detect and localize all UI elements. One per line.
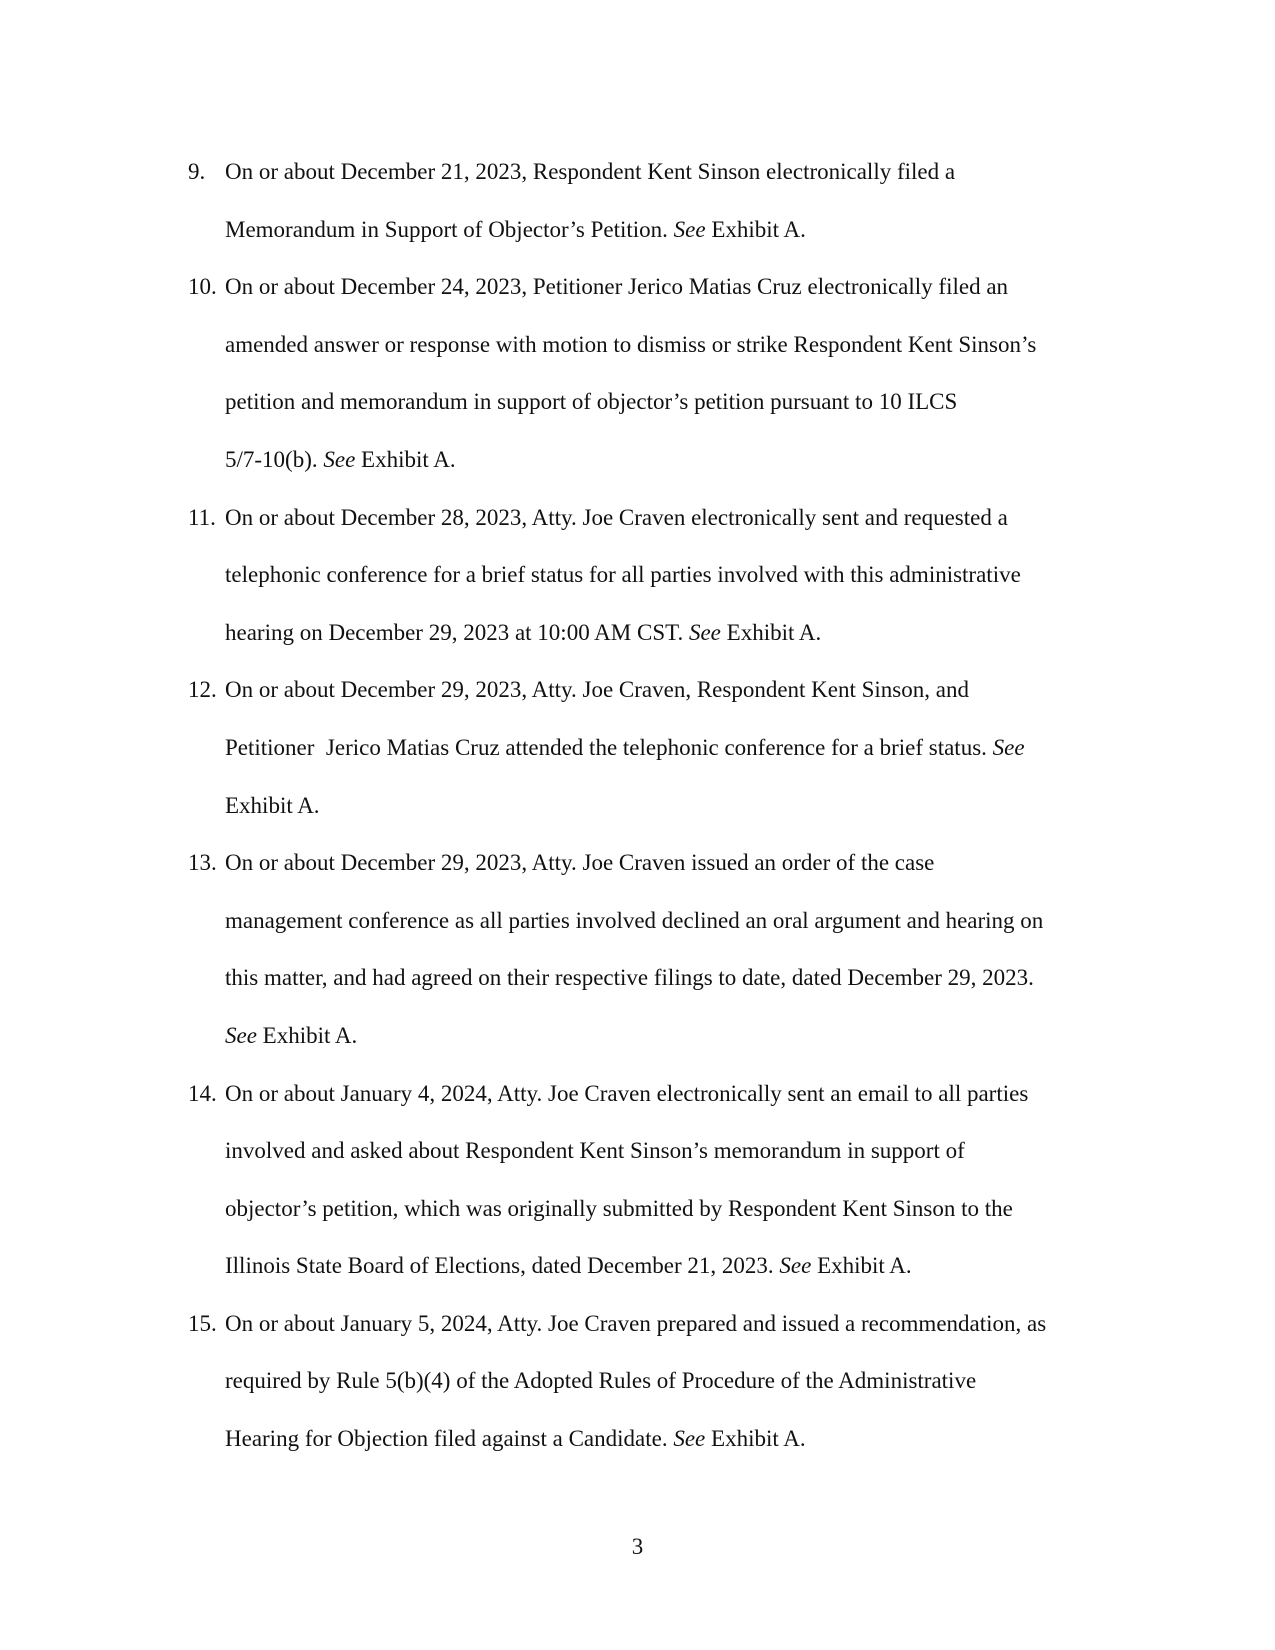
paragraph-line [225,431,1128,489]
paragraph-line [225,1180,1128,1238]
line-tail: Exhibit A. [705,216,806,242]
line-text: On or about December 24, 2023, Petitioner Jerico Matias Cruz electronically filed an [225,274,1009,300]
line-text: amended answer or response with motion to dismiss or strike Respondent Kent Sinson’s [225,331,1037,357]
line-text: this matter, and had agreed on their respective filings to date, dated December 29, 2023. [225,965,1034,991]
paragraph-number: 13. [188,850,217,876]
line-tail: Exhibit A. [355,446,456,472]
paragraph-number: 12. [188,677,217,703]
line-text: On or about December 28, 2023, Atty. Joe Craven electronically sent and requested a [225,504,1008,530]
see-signal: See [225,1022,257,1048]
see-signal: See [673,1426,706,1452]
see-signal: See [779,1253,812,1279]
line-text: petition and memorandum in support of objector’s petition pursuant to 10 ILCS [225,389,958,415]
paragraph-line [225,604,1128,662]
paragraph-line [225,777,1128,835]
paragraph-line [225,373,1128,431]
paragraph-line [225,661,1128,719]
see-signal: See [992,734,1025,760]
paragraph-line [225,1352,1128,1410]
paragraph-line [225,892,1128,950]
line-tail: Exhibit A. [256,1022,358,1048]
line-text: objector’s petition, which was originally submitted by Respondent Kent Sinson to the [225,1195,1013,1221]
page-number: 3 [631,1534,644,1559]
line-text: On or about December 21, 2023, Respondent Kent Sinson electronically filed a [225,159,956,184]
numbered-paragraph [188,834,1128,1064]
numbered-paragraph [188,1295,1128,1468]
line-text: Memorandum in Support of Objector’s Petition. [225,216,674,242]
see-signal: See [323,446,356,472]
see-signal: See [688,619,721,645]
line-tail: Exhibit A. [811,1253,912,1279]
paragraph-line [225,489,1128,547]
paragraph-line [225,546,1128,604]
line-tail: Exhibit A. [705,1426,806,1452]
paragraph-line [225,143,1128,201]
line-text: On or about December 29, 2023, Atty. Joe Craven issued an order of the case [225,850,935,876]
numbered-paragraph [188,489,1128,662]
line-text: management conference as all parties involved declined an oral argument and hearing on [225,907,1044,933]
numbered-paragraph [188,143,1128,258]
paragraph-line [225,201,1128,259]
see-signal: See [673,216,706,242]
numbered-paragraph [188,661,1128,834]
line-text: required by Rule 5(b)(4) of the Adopted Rules of Procedure of the Administrative [225,1368,977,1394]
numbered-paragraph-list [188,143,1128,1468]
line-text: Hearing for Objection filed against a Candidate. [225,1426,674,1452]
paragraph-line [225,316,1128,374]
paragraph-line [225,1007,1128,1065]
paragraph-line [225,719,1128,777]
paragraph-line [225,1295,1128,1353]
paragraph-line [225,834,1128,892]
line-text: On or about January 5, 2024, Atty. Joe Craven prepared and issued a recommendation, as [225,1310,1047,1336]
numbered-paragraph [188,258,1128,488]
paragraph-number: 14. [188,1080,217,1106]
line-text: telephonic conference for a brief status for all parties involved with this administrative [225,562,1021,588]
line-text: 5/7-10(b). [225,446,324,472]
line-text: On or about January 4, 2024, Atty. Joe Craven electronically sent an email to all parties [225,1080,1029,1106]
paragraph-number: 15. [188,1310,217,1336]
paragraph-line [225,949,1128,1007]
paragraph-number: 9. [188,159,206,184]
line-tail: Exhibit A. [720,619,822,645]
line-text: On or about December 29, 2023, Atty. Joe Craven, Respondent Kent Sinson, and [225,677,969,703]
line-text: Exhibit A. [225,792,320,818]
paragraph-line [225,1410,1128,1468]
line-text: Illinois State Board of Elections, dated December 21, 2023. [225,1253,780,1279]
paragraph-line [225,258,1128,316]
paragraph-number: 10. [188,274,217,300]
line-text: Petitioner Jerico Matias Cruz attended the telephonic conference for a brief status. [225,734,993,760]
paragraph-number: 11. [188,504,216,530]
line-text: involved and asked about Respondent Kent Sinson’s memorandum in support of [225,1138,965,1164]
paragraph-line [225,1237,1128,1295]
paragraph-line [225,1122,1128,1180]
numbered-paragraph [188,1065,1128,1295]
paragraph-line [225,1065,1128,1123]
line-text: hearing on December 29, 2023 at 10:00 AM CST. [225,619,689,645]
